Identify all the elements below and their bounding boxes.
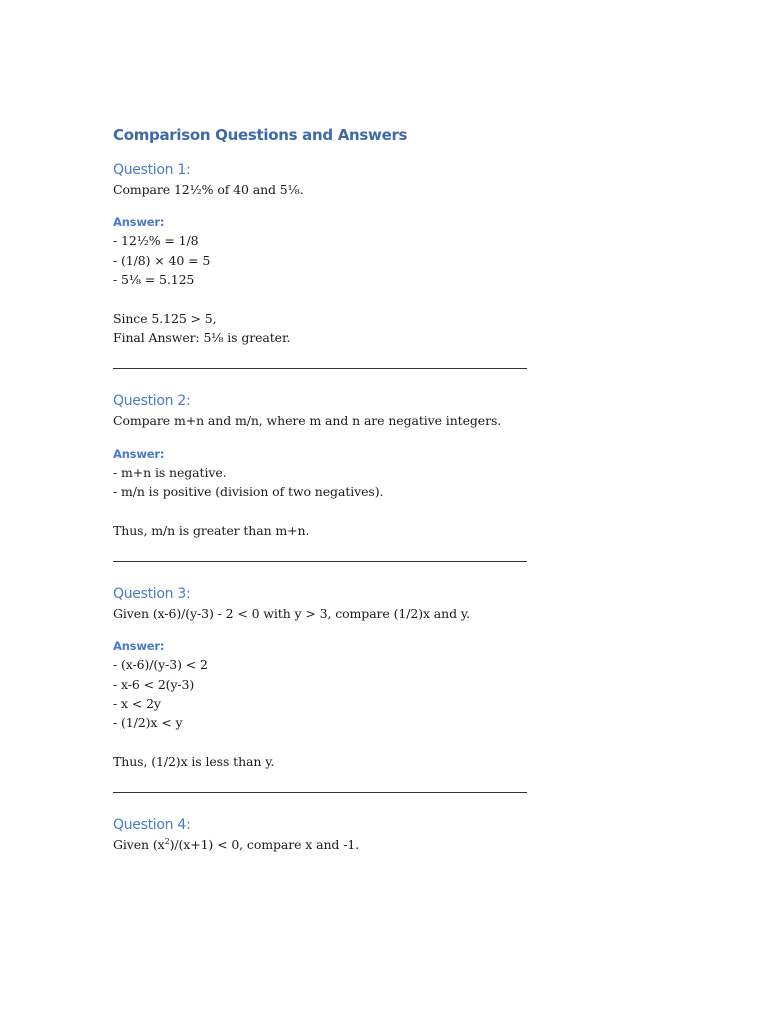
prompt-text: Given (x [113, 837, 165, 853]
question-prompt: Given (x-6)/(y-3) - 2 < 0 with y > 3, compare (1/2)x and y. [113, 605, 471, 621]
answer-label: Answer: [113, 215, 165, 230]
answer-step: - (1/2)x < y [113, 715, 183, 731]
question-prompt: Compare m+n and m/n, where m and n are negative integers. [113, 413, 502, 429]
conclusion-line: Thus, (1/2)x is less than y. [113, 753, 275, 769]
prompt-text: )/(x+1) < 0, compare x and -1. [169, 837, 360, 853]
answer-step: - (x-6)/(y-3) < 2 [113, 657, 208, 673]
exponent: 2 [164, 837, 170, 847]
question-heading: Question 2: [113, 393, 191, 410]
question-heading: Question 1: [113, 162, 191, 178]
question-heading: Question 3: [113, 585, 191, 602]
question-2 [113, 391, 673, 540]
question-heading: Question 4: [113, 817, 191, 834]
answer-step: - 5⅛ = 5.125 [113, 272, 195, 288]
question-prompt [113, 835, 673, 854]
answer-step: - m+n is negative. [113, 464, 227, 480]
answer-step: - 12½% = 1/8 [113, 233, 199, 249]
answer-step: - x-6 < 2(y-3) [113, 676, 195, 692]
conclusion-line: Thus, m/n is greater than m+n. [113, 522, 310, 538]
answer-step: - (1/8) × 40 = 5 [113, 252, 211, 268]
conclusion-line: Since 5.125 > 5, [113, 310, 217, 326]
answer-label: Answer: [113, 446, 165, 461]
question-prompt: Compare 12½% of 40 and 5⅛. [113, 182, 304, 197]
answer-step: - x < 2y [113, 696, 161, 712]
question-1 [113, 160, 673, 347]
conclusion-line: Final Answer: 5⅛ is greater. [113, 329, 291, 345]
question-4 [113, 815, 673, 854]
answer-label: Answer: [113, 639, 165, 654]
answer-step: - m/n is positive (division of two negatives). [113, 484, 384, 500]
document-page [113, 124, 673, 855]
page-title: Comparison Questions and Answers [113, 126, 408, 144]
question-3 [113, 584, 673, 771]
